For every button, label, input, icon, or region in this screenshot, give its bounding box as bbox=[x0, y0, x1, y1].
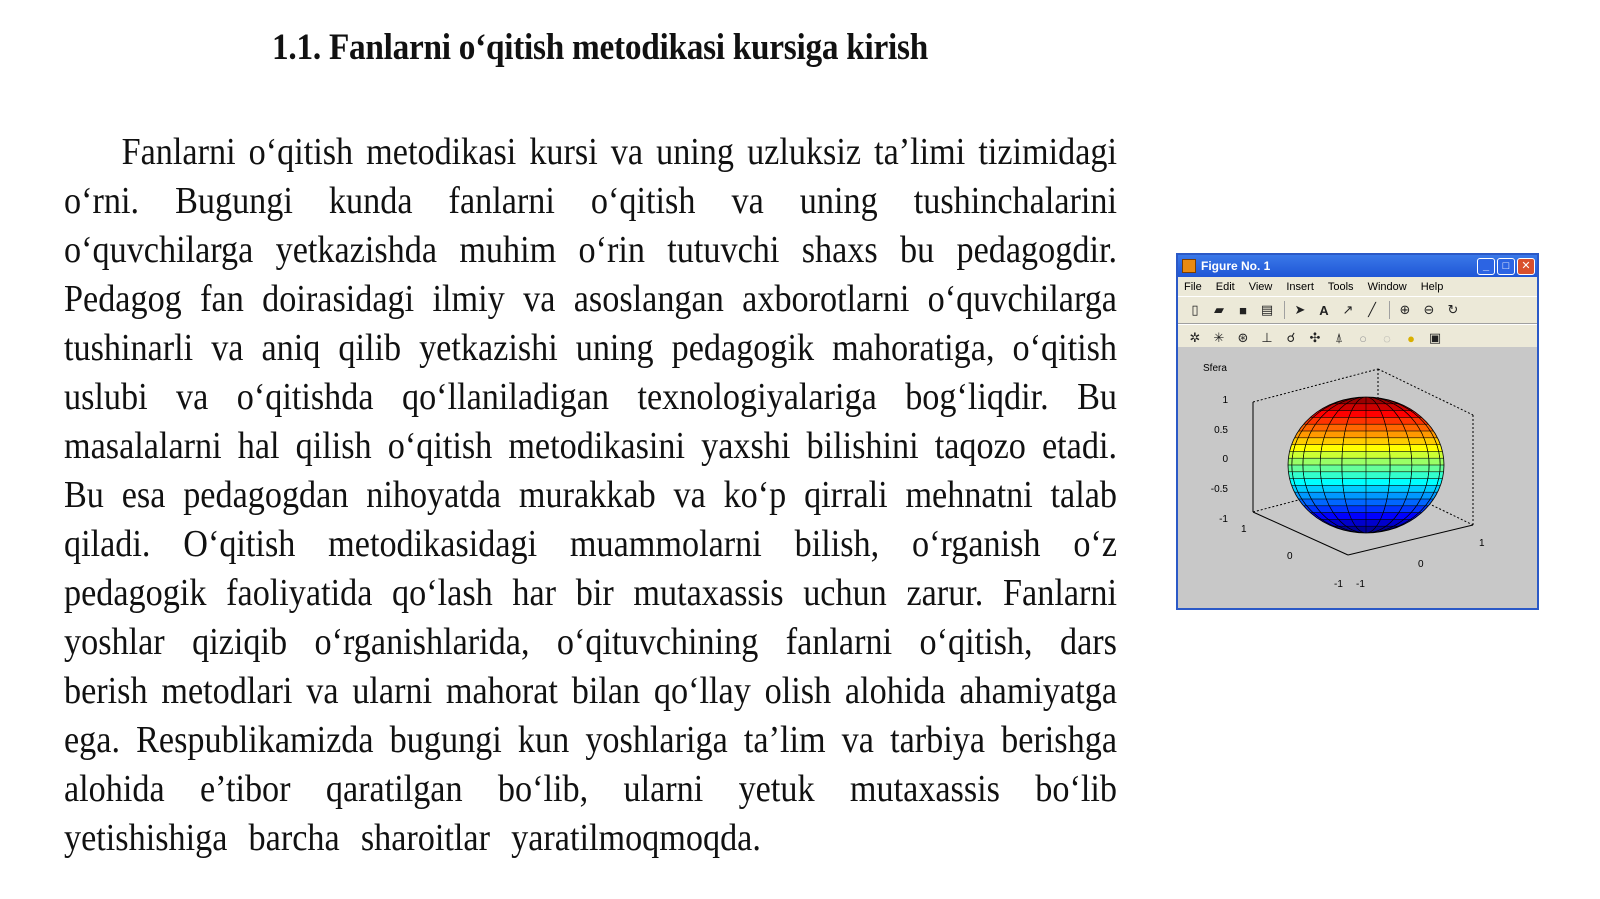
paragraph-line: tushinarli va aniq qilib yetkazishi uning pedagogik mahoratiga, o‘qitish bbox=[64, 327, 1117, 369]
matlab-figure-window bbox=[1176, 253, 1539, 610]
paragraph-line: o‘rni. Bugungi kunda fanlarni o‘qitish va uning tushinchalarini bbox=[64, 180, 1117, 222]
rotate-icon[interactable]: ↻ bbox=[1447, 302, 1459, 317]
disabled-tool-icon: ○ bbox=[1359, 330, 1367, 346]
figure-titlebar[interactable] bbox=[1178, 255, 1537, 277]
paragraph-line: masalalarni hal qilish o‘qitish metodikasini yaxshi bilishini taqozo etadi. bbox=[64, 425, 1117, 467]
print-icon[interactable]: ▤ bbox=[1260, 302, 1274, 317]
y-tick-label: 1 bbox=[1241, 524, 1247, 535]
zoom-out-icon[interactable]: ⊖ bbox=[1423, 302, 1435, 317]
text-icon[interactable]: A bbox=[1319, 302, 1329, 318]
camera-tilt-icon[interactable]: ⍋ bbox=[1335, 330, 1343, 345]
z-tick-label: -0.5 bbox=[1210, 484, 1228, 495]
open-folder-icon[interactable]: ▰ bbox=[1214, 302, 1224, 317]
plot-title: Sfera bbox=[1203, 363, 1227, 374]
close-button[interactable]: ✕ bbox=[1517, 258, 1535, 275]
toolbar-separator bbox=[1284, 301, 1285, 319]
menu-help[interactable]: Help bbox=[1420, 280, 1444, 293]
pointer-icon[interactable]: ➤ bbox=[1294, 302, 1306, 317]
menu-edit[interactable]: Edit bbox=[1215, 280, 1235, 293]
camera-zoom-icon[interactable]: ☌ bbox=[1286, 330, 1296, 345]
menu-view[interactable]: View bbox=[1248, 280, 1273, 293]
paragraph-line: Pedagog fan doirasidagi ilmiy va asoslangan axborotlarni o‘quvchilarga bbox=[64, 278, 1117, 320]
camera-walk-icon[interactable]: ✣ bbox=[1309, 330, 1321, 345]
sphere-plot bbox=[1178, 347, 1537, 608]
toolbar-separator bbox=[1389, 301, 1390, 319]
menu-file[interactable]: File bbox=[1184, 280, 1202, 293]
line-icon[interactable]: ╱ bbox=[1368, 302, 1376, 317]
paragraph-line: yetishishiga barcha sharoitlar yaratilmoqmoqda. bbox=[64, 817, 761, 859]
sphere-surface bbox=[1288, 397, 1444, 534]
z-tick-label: -1 bbox=[1219, 514, 1228, 525]
minimize-button[interactable]: _ bbox=[1477, 258, 1495, 275]
paragraph-line: pedagogik faoliyatida qo‘lash har bir mutaxassis uchun zarur. Fanlarni bbox=[64, 572, 1117, 614]
body-paragraph bbox=[64, 128, 1117, 863]
camera-dolly-icon[interactable]: ⊛ bbox=[1237, 330, 1249, 345]
menu-tools[interactable]: Tools bbox=[1327, 280, 1354, 293]
figure-toolbar bbox=[1178, 296, 1537, 324]
paragraph-line: Fanlarni o‘qitish metodikasi kursi va uning uzluksiz ta’limi tizimidagi bbox=[121, 131, 1117, 173]
figure-menubar bbox=[1178, 277, 1537, 296]
maximize-button[interactable]: □ bbox=[1497, 258, 1515, 275]
paragraph-line: ega. Respublikamizda bugungi kun yoshlariga ta’lim va tarbiya berishga bbox=[64, 719, 1117, 761]
z-tick-label: 1 bbox=[1222, 395, 1228, 406]
z-tick-label: 0.5 bbox=[1214, 425, 1228, 436]
arrow-icon[interactable]: ↗ bbox=[1342, 302, 1354, 317]
x-tick-label: -1 bbox=[1356, 579, 1365, 590]
camera-pan-icon[interactable]: ⊥ bbox=[1261, 330, 1273, 345]
menu-window[interactable]: Window bbox=[1367, 280, 1407, 293]
z-tick-label: 0 bbox=[1222, 454, 1228, 465]
paragraph-line: uslubi va o‘qitishda qo‘llaniladigan texnologiyalariga bog‘liqdir. Bu bbox=[64, 376, 1117, 418]
paragraph-line: alohida e’tibor qaratilgan bo‘lib, ularni yetuk mutaxassis bo‘lib bbox=[64, 768, 1117, 810]
plot-area bbox=[1178, 347, 1537, 608]
x-tick-label: 1 bbox=[1479, 538, 1485, 549]
y-tick-label: 0 bbox=[1287, 551, 1293, 562]
camera-orbit-icon[interactable]: ✲ bbox=[1189, 330, 1201, 345]
section-heading: 1.1. Fanlarni o‘qitish metodikasi kursiga kirish bbox=[272, 27, 928, 68]
paragraph-line: berish metodlari va ularni mahorat bilan qo‘llay olish alohida ahamiyatga bbox=[64, 670, 1117, 712]
new-file-icon[interactable]: ▯ bbox=[1191, 302, 1199, 317]
x-tick-label: 0 bbox=[1418, 559, 1424, 570]
paragraph-line: yoshlar qiziqib o‘rganishlarida, o‘qituvchining fanlarni o‘qitish, dars bbox=[64, 621, 1117, 663]
box-icon[interactable]: ▣ bbox=[1428, 330, 1442, 345]
paragraph-line: Bu esa pedagogdan nihoyatda murakkab va ko‘p qirrali mehnatni talab bbox=[64, 474, 1117, 516]
matlab-logo-icon bbox=[1182, 259, 1196, 273]
light-icon[interactable]: ● bbox=[1407, 330, 1415, 346]
save-icon[interactable]: ■ bbox=[1239, 302, 1247, 318]
paragraph-line: qiladi. O‘qitish metodikasidagi muammolarni bilish, o‘rganish o‘z bbox=[64, 523, 1117, 565]
y-tick-label: -1 bbox=[1334, 579, 1343, 590]
zoom-in-icon[interactable]: ⊕ bbox=[1399, 302, 1411, 317]
disabled-tool-icon: ◌ bbox=[1383, 330, 1391, 346]
figure-title: Figure No. 1 bbox=[1201, 259, 1271, 273]
paragraph-line: o‘quvchilarga yetkazishda muhim o‘rin tutuvchi shaxs bu pedagogdir. bbox=[64, 229, 1117, 271]
menu-insert[interactable]: Insert bbox=[1286, 280, 1314, 293]
camera-roll-icon[interactable]: ✳ bbox=[1213, 330, 1225, 345]
